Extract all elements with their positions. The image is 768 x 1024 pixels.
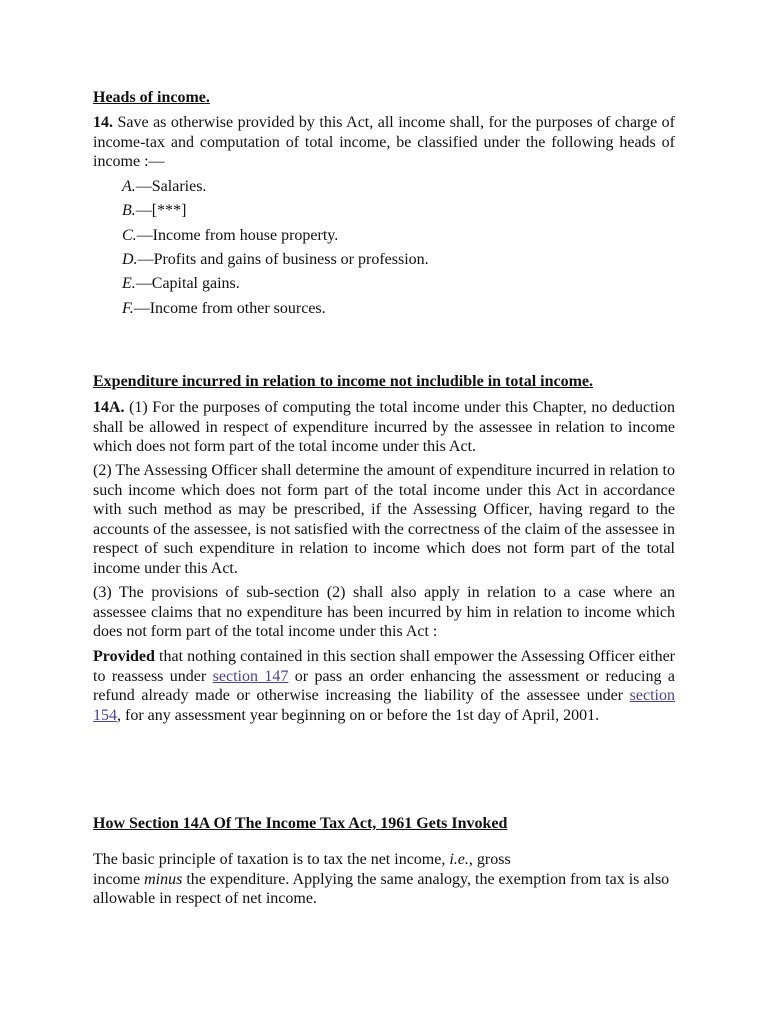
list-item-d	[122, 250, 429, 270]
proviso-label: Provided	[93, 648, 155, 665]
list-letter: A.	[122, 178, 136, 195]
section-14a-para-3: (3) The provisions of sub-section (2) shall also apply in relation to a case where an assessee claims that no expenditure has been incurred by him in relation to income which does not form part of the total income under this Act :	[93, 584, 675, 640]
list-text: —Profits and gains of business or profession.	[137, 251, 429, 268]
list-letter: C.	[122, 227, 137, 244]
how-paragraph	[93, 850, 675, 909]
minus-word: minus	[144, 870, 183, 888]
ie-abbrev: i.e.	[449, 851, 469, 868]
list-letter: F.	[122, 300, 134, 317]
heading-heads-of-income: Heads of income.	[93, 89, 210, 106]
list-text: —[***]	[135, 202, 187, 219]
list-item-b	[122, 201, 186, 221]
list-letter: D.	[122, 251, 138, 268]
list-item-e	[122, 274, 240, 294]
section-14a-proviso	[93, 647, 675, 725]
how-text-4: the expenditure. Applying the same analogy, the exemption from tax is also allowable in respect of net income.	[93, 870, 670, 907]
list-text: —Income from house property.	[136, 227, 339, 244]
section-154-link[interactable]: section 154	[93, 687, 675, 724]
heading-expenditure-incurred: Expenditure incurred in relation to income not includible in total income.	[93, 373, 594, 390]
list-item-a	[122, 177, 206, 197]
heading-how-section-14a: How Section 14A Of The Income Tax Act, 1961 Gets Invoked	[93, 815, 508, 832]
section-14-body: Save as otherwise provided by this Act, all income shall, for the purposes of charge of income-tax and computation of total income, be classified under the following heads of income :—	[93, 114, 675, 170]
how-text-3: income	[93, 870, 145, 888]
section-14a-para-2: (2) The Assessing Officer shall determine the amount of expenditure incurred in relation to such income which does not form part of the total income under this Act in accordance with such method as may be prescribed, if the Assessing Officer, having regard to the accounts of the assessee, is not satisfied with the correctness of the claim of the assessee in respect of such expenditure in relation to income which does not form part of the total income under this Act.	[93, 462, 675, 577]
list-text: —Salaries.	[135, 178, 207, 195]
section-147-link[interactable]: section 147	[212, 667, 289, 685]
list-letter: B.	[122, 202, 136, 219]
proviso-text-a: that nothing contained in this section shall empower the Assessing Officer either to reassess under	[93, 648, 675, 685]
how-text-2: , gross	[468, 851, 511, 868]
para-1-body: (1) For the purposes of computing the total income under this Chapter, no deduction shall be allowed in respect of expenditure incurred by the assessee in relation to income which does not form part of the total income under this Act.	[93, 399, 675, 455]
proviso-text-c: , for any assessment year beginning on or before the 1st day of April, 2001.	[117, 706, 600, 724]
list-item-f	[122, 299, 326, 319]
proviso-text-b: or pass an order enhancing the assessment or reducing a refund already made or otherwise increasing the liability of the assessee under	[93, 667, 675, 704]
list-text: —Capital gains.	[135, 275, 240, 292]
section-14a-number: 14A.	[93, 399, 125, 416]
list-letter: E.	[122, 275, 136, 292]
section-14a-para-1	[93, 398, 675, 457]
section-14-text	[93, 113, 675, 172]
list-item-c	[122, 226, 338, 246]
section-14-number: 14.	[93, 114, 113, 131]
list-text: —Income from other sources.	[133, 300, 326, 317]
how-text-1: The basic principle of taxation is to tax the net income,	[93, 851, 450, 868]
